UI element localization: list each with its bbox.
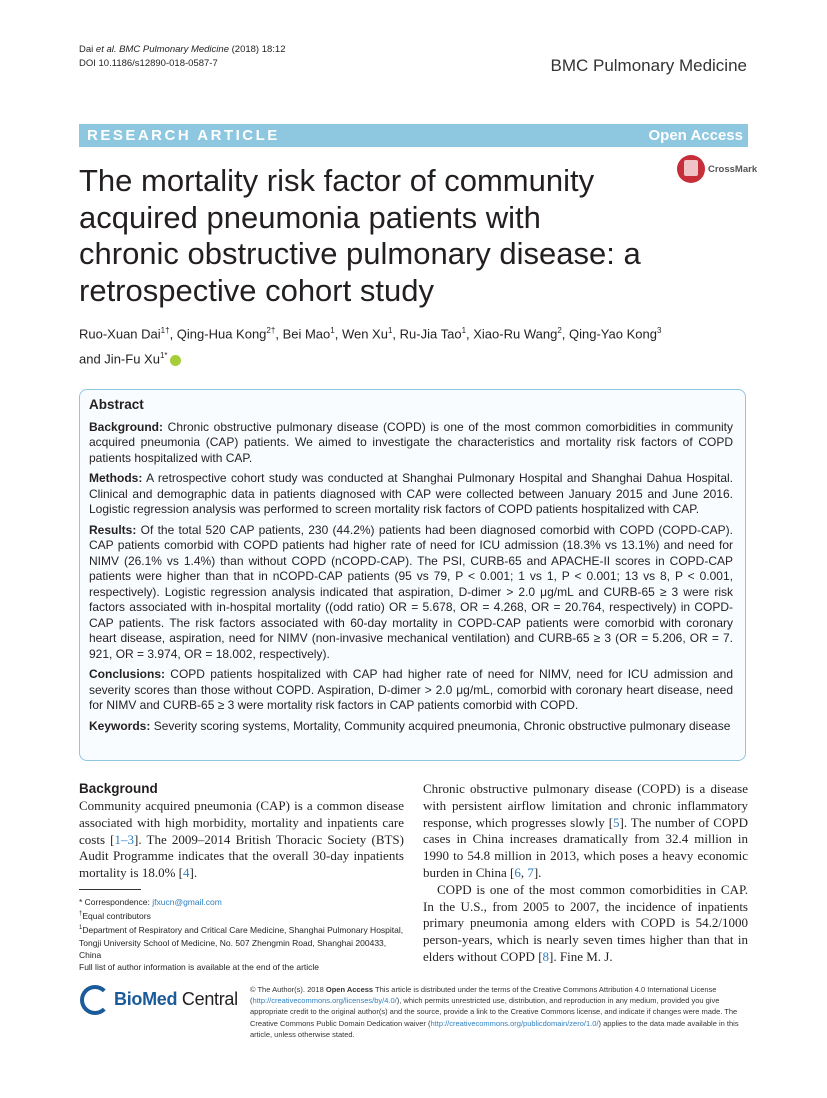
article-type-banner	[79, 124, 748, 147]
reference-link[interactable]: 7	[527, 864, 534, 880]
paragraph: COPD is one of the most common comorbidities in CAP. In the U.S., from 2005 to 2007, the incidence of inpatients primary pneumonia among elders with COPD is 54.2/1000 person-years, which is nearly seven times higher than that in elders without COPD [8]. Fine M. J.	[423, 881, 748, 964]
crossmark-button[interactable]	[677, 155, 757, 187]
abstract-conclusions: Conclusions: COPD patients hospitalized with CAP had higher rate of need for NIMV, need for ICU admission and severity scores than those without COPD. Aspiration, D-dimer > 2.0 μg/mL, comorbid with coronary heart disease, need for NIMV and CURB-65 ≥ 3 were mortality risk factors in CAP patients comorbid with COPD.	[89, 667, 733, 712]
author-affiliation: 1	[461, 326, 467, 335]
paragraph: Community acquired pneumonia (CAP) is a common disease associated with high morbidity, mortality and inpatients care costs [1–3]. The 2009–2014 British Thoracic Society (BTS) Audit Programme indicates that the overall 30-day inpatients mortality is 18.0% [4].	[79, 798, 404, 881]
doi: DOI 10.1186/s12890-018-0587-7	[79, 58, 218, 69]
license-statement: © The Author(s). 2018 Open Access This article is distributed under the terms of the Creative Commons Attribution 4.0 International License (http://creativecommons.org/licenses/by/4.0/), which permits unrestricted use, distribution, and reproduction in any medium, provided you give appropriate credit to the original author(s) and the source, provide a link to the Creative Commons license, and indicate if changes were made. The Creative Commons Public Domain Dedication waiver (http://creativecommons.org/publicdomain/zero/1.0/) applies to the data made available in this article, unless otherwise stated.	[250, 985, 739, 1039]
author-name: Qing-Yao Kong	[569, 326, 657, 342]
paragraph: Chronic obstructive pulmonary disease (COPD) is a disease with persistent airflow limitation and chronic inflammatory response, which progresses slowly [5]. The number of COPD cases in China increases dramatically from 32.4 million in 1990 to 54.8 million in 2013, which poses a heavy economic burden in China [6, 7].	[423, 781, 748, 880]
author-affiliation: 1†	[160, 326, 170, 335]
abstract-keywords: Keywords: Severity scoring systems, Mortality, Community acquired pneumonia, Chronic obstructive pulmonary disease	[89, 718, 731, 733]
author-affiliation: 1*	[159, 351, 168, 361]
abstract-methods: Methods: A retrospective cohort study was conducted at Shanghai Pulmonary Hospital and Shanghai Dahua Hospital. Clinical and demographic data in patients diagnosed with CAP were collected between January 2015 and June 2016. Logistic regression analysis was performed to screen mortality risk factors of COPD patients hospitalized with CAP.	[89, 471, 733, 516]
author-name: Ruo-Xuan Dai	[79, 326, 161, 342]
reference-link[interactable]: 6	[514, 864, 521, 880]
public-domain-link[interactable]: http://creativecommons.org/publicdomain/zero/1.0/	[430, 1018, 599, 1028]
author-name: Ru-Jia Tao	[399, 326, 462, 342]
author-affiliation: 3	[656, 326, 662, 335]
author-name: Xiao-Ru Wang	[473, 326, 558, 342]
correspondence-email-link[interactable]: jfxucn@gmail.com	[152, 897, 222, 907]
article-type-label: RESEARCH ARTICLE	[87, 127, 280, 144]
license-link[interactable]: http://creativecommons.org/licenses/by/4.0/	[252, 996, 397, 1006]
reference-link[interactable]: 4	[183, 865, 190, 881]
abstract-background: Background: Chronic obstructive pulmonary disease (COPD) is one of the most common comorbidities in community acquired pneumonia (CAP) patients. We aimed to investigate the characteristics and mortality risk factors of COPD patients hospitalized with CAP.	[89, 419, 733, 465]
journal-name: BMC Pulmonary Medicine	[550, 56, 747, 75]
author-list: Ruo-Xuan Dai$^{1\dagger}$, Qing-Hua Kong$^{2\dagger}$, Bei Mao$^1$, Wen Xu$^1$, Ru-Jia Tao$^1$, Xiao-Ru Wang$^2$, Qing-Yao Kong$^3$ and Jin-Fu $Xu^{1*}$	[79, 326, 662, 367]
crossmark-label: CrossMark	[708, 164, 758, 175]
footnotes: * Correspondence: jfxucn@gmail.com †Equal contributors $^1$Department of Respiratory and Critical Care Medicine, Shanghai Pulmonary Hospital, Tongji University School of Medicine, No. 507 Zhengmin Road, Shanghai 200433, China Full list of author information is available at the end of the article	[79, 897, 404, 973]
author-name: Qing-Hua Kong	[176, 326, 267, 342]
reference-link[interactable]: 8	[542, 948, 550, 964]
footnote-divider	[79, 889, 141, 890]
citation-header: Dai et al. BMC Pulmonary Medicine (2018) 18:12 DOI 10.1186/s12890-018-0587-7	[79, 44, 286, 69]
open-access-label: Open Access	[648, 127, 743, 144]
abstract-heading: Abstract	[89, 397, 144, 412]
author-affiliation: 2	[557, 326, 562, 335]
biomed-central-logo[interactable]: BioMed Central	[80, 983, 245, 1023]
author-affiliation: 1	[387, 326, 393, 335]
reference-link[interactable]: 1–3	[114, 831, 135, 847]
author-affiliation: 1	[330, 326, 335, 335]
body-column-left	[79, 780, 404, 882]
body-column-right	[423, 781, 748, 966]
biomed-central-icon	[80, 985, 110, 1015]
author-name: Wen Xu	[341, 326, 388, 342]
author-name: Bei Mao	[282, 326, 331, 342]
reference-link[interactable]: 5	[613, 814, 620, 830]
author-name: and Jin-Fu Xu	[79, 351, 160, 367]
orcid-icon[interactable]	[170, 355, 181, 366]
abstract-box	[79, 389, 746, 761]
article-title: The mortality risk factor of community acquired pneumonia patients with chronic obstructive pulmonary disease: a retrospective cohort study	[79, 163, 641, 308]
author-affiliation: 2†	[266, 326, 276, 335]
crossmark-icon	[677, 155, 705, 183]
section-heading-background: Background	[79, 781, 158, 796]
abstract-results: Results: Of the total 520 CAP patients, 230 (44.2%) patients had been diagnosed comorbid with COPD (COPD-CAP). CAP patients comorbid with COPD patients had higher rate of need for ICU admission (18.3% vs 13.1%) and need for NIMV (26.1% vs 1.4%) than without COPD (nCOPD-CAP). The PSI, CURB-65 and APACHE-II scores in COPD-CAP patients were higher than that in nCOPD-CAP patients (95 vs 79, P < 0.001; 1 vs 1, P < 0.001; 13 vs 8, P < 0.001, respectively). Logistic regression analysis indicated that aspiration, D-dimer > 2.0 μg/mL and CURB-65 ≥ 3 were risk factors associated with in-hospital mortality ((odd ratio) OR = 5.678, OR = 4.268, OR = 20.764, respectively) in COPD-CAP patients. The risk factors associated with 60-day mortality in COPD-CAP patients were comorbid with coronary heart disease, aspiration, need for NIMV (non-invasive mechanical ventilation) and CURB-65 ≥ 3 (OR = 5.206, OR = 7. 921, OR = 3.974, OR = 18.002, respectively).	[89, 522, 733, 661]
